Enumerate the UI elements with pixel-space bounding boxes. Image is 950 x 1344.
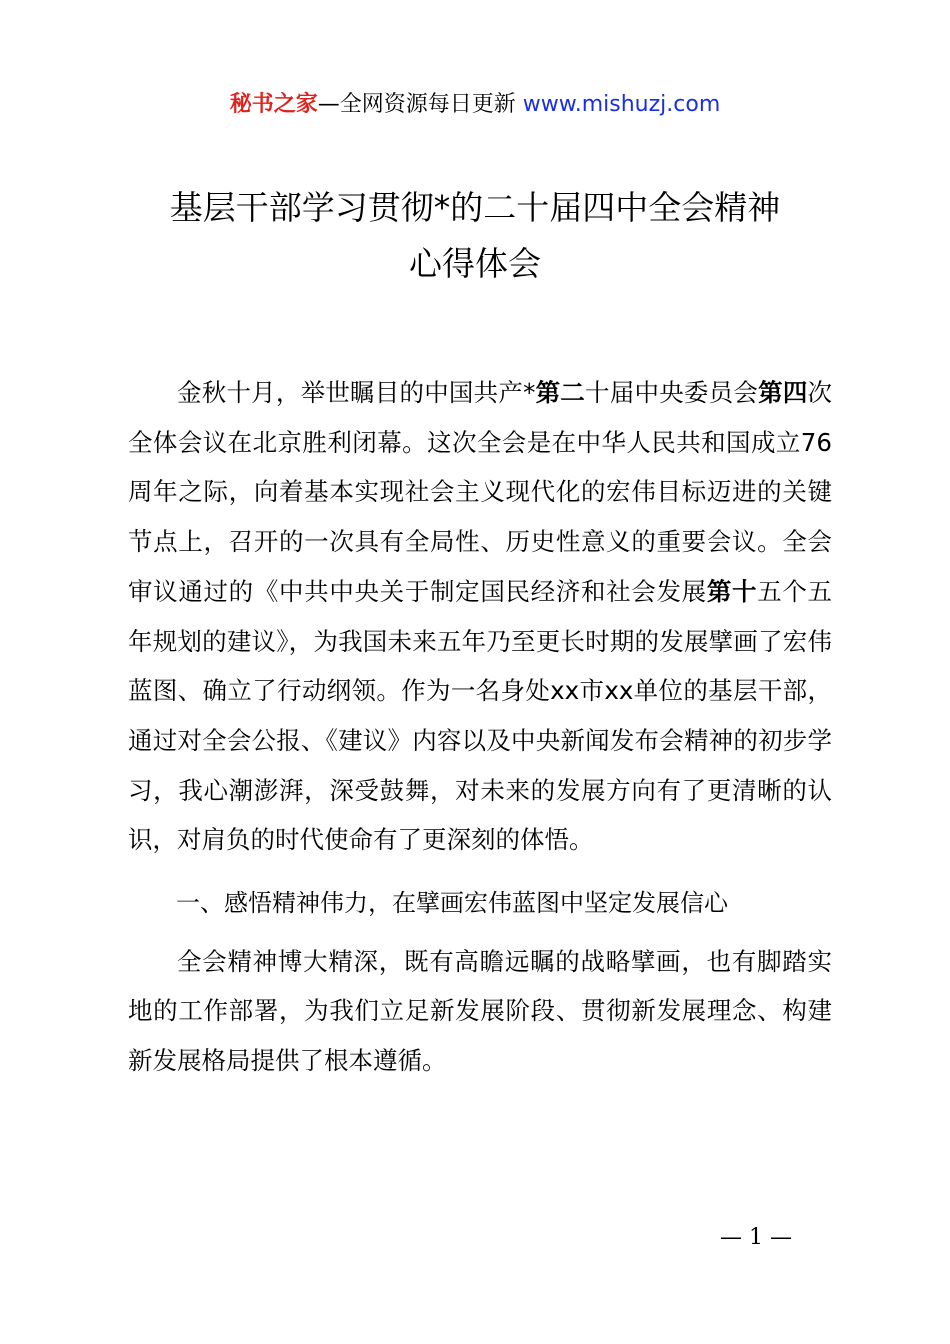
site-url-link[interactable]: www.mishuzj.com [522,92,721,117]
intro-text-2: 十届中央委员会 [585,378,759,407]
intro-bold-2: 第四 [758,378,808,407]
intro-paragraph [128,368,832,865]
document-body [128,368,832,1086]
document-title [0,180,950,292]
intro-bold-3: 第十 [706,576,758,606]
title-line-1: 基层干部学习贯彻*的二十届四中全会精神 [169,188,781,227]
intro-text-4: 五个五年规划的建议》，为我国未来五年乃至更长时期的发展擘画了宏伟蓝图、确立了行动纲领。作为一名身处xx市xx单位的基层干部，通过对全会公报、《建议》内容以及中央新闻发布会精神的初步学习，我心潮澎湃，深受鼓舞，对未来的发展方向有了更清晰的认识，对肩负的时代使命有了更深刻的体悟。 [128,576,833,855]
site-brand: 秘书之家 [229,92,318,117]
section-1-heading: 一、感悟精神伟力，在擘画宏伟蓝图中坚定发展信心 [176,889,728,918]
page-number: — 1 — [720,1225,792,1250]
intro-bold-1: 第二 [535,378,586,407]
title-line-2: 心得体会 [409,244,541,283]
site-tagline: —全网资源每日更新 [317,92,516,117]
intro-text-3: 次全体会议在北京胜利闭幕。这次全会是在中华人民共和国成立76周年之际，向着基本实现社会主义现代化的宏伟目标迈进的关键节点上，召开的一次具有全局性、历史性意义的重要会议。全会审议通过的《中共中央关于制定国民经济和社会发展 [128,378,833,606]
intro-text-1: 金秋十月，举世瞩目的中国共产* [177,378,536,407]
section-1-paragraph: 全会精神博大精深，既有高瞻远瞩的战略擘画，也有脚踏实地的工作部署，为我们立足新发展阶段、贯彻新发展理念、构建新发展格局提供了根本遵循。 [128,946,832,1076]
site-header [0,88,950,122]
